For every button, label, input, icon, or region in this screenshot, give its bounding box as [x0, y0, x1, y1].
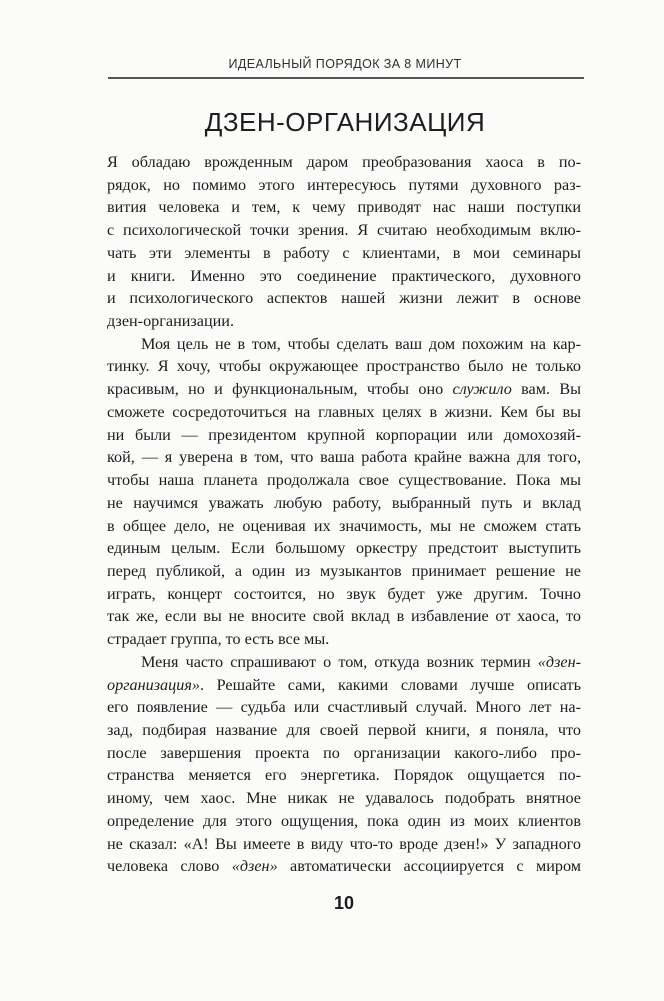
text-segment: человека слово — [107, 857, 232, 876]
text-line — [107, 696, 581, 719]
text-line — [107, 424, 581, 447]
text-line — [107, 537, 581, 560]
text-segment: иному, чем хаос. Мне никак не удавалось подобрать внятное — [107, 789, 581, 808]
text-line — [107, 719, 581, 742]
text-segment: Меня часто спрашивают о том, откуда возник термин — [141, 652, 538, 671]
text-segment: Моя цель не в том, чтобы сделать ваш дом похожим на кар- — [141, 334, 581, 353]
text-segment: не сказал: «А! Вы имеете в виду что-то вроде дзен!» У западного — [107, 834, 581, 853]
text-segment: перед публикой, а один из музыкантов принимает решение не — [107, 561, 581, 580]
text-line — [107, 401, 581, 424]
text-segment: в общее дело, не оценивая их значимость, мы не сможем стать — [107, 516, 581, 535]
text-segment: странства меняется его энергетика. Порядок ощущается по- — [107, 766, 581, 785]
text-line — [107, 378, 581, 401]
text-segment: тинку. Я хочу, чтобы окружающее пространство было не только — [107, 357, 581, 376]
text-line — [107, 446, 581, 469]
header-rule — [108, 77, 584, 79]
text-line — [107, 265, 581, 288]
text-line — [107, 151, 581, 174]
text-segment: кой, — я уверена в том, что ваша работа крайне важна для того, — [107, 448, 581, 467]
text-line — [107, 651, 581, 674]
body-text — [107, 151, 581, 878]
text-segment: красивым, но и функциональным, чтобы оно — [107, 380, 453, 399]
text-segment: не научимся уважать любую работу, выбранный путь и вклад — [107, 493, 581, 512]
text-segment: вития человека и тем, к чему приводят нас наши поступки — [107, 198, 581, 217]
text-line — [107, 764, 581, 787]
text-line — [107, 242, 581, 265]
text-segment: дзен-организации. — [107, 312, 235, 331]
text-segment: его появление — судьба или счастливый случай. Много лет на- — [107, 698, 581, 717]
text-segment: чтобы наша планета продолжала свое существование. Пока мы — [107, 471, 581, 490]
text-line — [107, 560, 581, 583]
chapter-title: ДЗЕН-ОРГАНИЗАЦИЯ — [204, 107, 486, 137]
text-line — [107, 333, 581, 356]
italic-text: «дзен» — [231, 857, 278, 876]
text-line — [107, 287, 581, 310]
text-line — [107, 355, 581, 378]
paragraph — [107, 333, 581, 651]
text-segment: и книги. Именно это соединение практического, духовного — [107, 266, 581, 285]
text-segment: автоматически ассоциируется с миром — [277, 857, 581, 876]
text-line — [107, 810, 581, 833]
running-head: ИДЕАЛЬНЫЙ ПОРЯДОК ЗА 8 МИНУТ — [228, 57, 462, 71]
text-line — [107, 219, 581, 242]
text-segment: . Решайте сами, какими словами лучше описать — [199, 675, 581, 694]
text-line — [107, 833, 581, 856]
text-segment: чать эти элементы в работу с клиентами, в мои семинары — [107, 243, 581, 262]
text-segment: с психологической точки зрения. Я считаю необходимым вклю- — [107, 221, 581, 240]
text-line — [107, 742, 581, 765]
text-segment: определение для этого ощущения, пока один из моих клиентов — [107, 811, 581, 830]
text-line — [107, 469, 581, 492]
text-segment: зад, подбирая название для своей первой книги, я поняла, что — [107, 720, 581, 739]
text-line — [107, 174, 581, 197]
page-number: 10 — [333, 893, 355, 913]
text-line — [107, 787, 581, 810]
paragraph — [107, 651, 581, 878]
text-segment: рядок, но помимо этого интересуюсь путями духовного раз- — [107, 175, 581, 194]
text-segment: страдает группа, то есть все мы. — [107, 630, 330, 649]
text-segment: после завершения проекта по организации какого-либо про- — [107, 743, 581, 762]
text-segment: Я обладаю врожденным даром преобразования хаоса в по- — [107, 153, 581, 171]
text-line — [107, 310, 581, 333]
text-line — [107, 196, 581, 219]
text-segment: сможете сосредоточиться на главных целях в жизни. Кем бы вы — [107, 402, 581, 421]
text-segment: играть, концерт состоится, но звук будет уже другим. Точно — [107, 584, 581, 603]
text-segment: единым целым. Если большому оркестру предстоит выступить — [107, 539, 581, 558]
text-line — [107, 855, 581, 878]
text-line — [107, 583, 581, 606]
text-segment: так же, если вы не вносите свой вклад в избавление от хаоса, то — [107, 607, 581, 626]
text-line — [107, 605, 581, 628]
paragraph — [107, 151, 581, 333]
text-line — [107, 515, 581, 538]
text-line — [107, 674, 581, 697]
text-segment: и психологического аспектов нашей жизни лежит в основе — [107, 289, 581, 308]
italic-text: служило — [452, 380, 512, 399]
text-segment: ни были — президентом крупной корпорации или домохозяй- — [107, 425, 581, 444]
text-line — [107, 492, 581, 515]
text-segment: вам. Вы — [511, 380, 581, 399]
italic-text: организация» — [107, 675, 200, 694]
italic-text: «дзен- — [537, 652, 581, 671]
text-line — [107, 628, 581, 651]
